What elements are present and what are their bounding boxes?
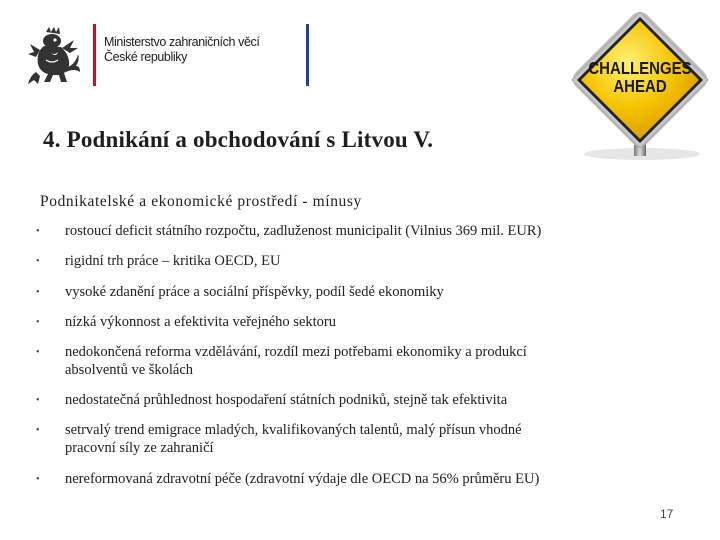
bullet-dot: • [36, 256, 40, 267]
header-blue-divider [306, 24, 309, 86]
ministry-name-line1: Ministerstvo zahraničních věcí [104, 35, 260, 49]
slide-subtitle: Podnikatelské a ekonomické prostředí - mínusy [40, 193, 362, 210]
challenges-ahead-sign-icon [566, 6, 714, 164]
bullet-text: setrvalý trend emigrace mladých, kvalifikovaných talentů, malý přísun vhodné pracovní síly ze zahraničí [65, 422, 522, 456]
page-number: 17 [660, 507, 674, 521]
bullet-text: rostoucí deficit státního rozpočtu, zadluženost municipalit (Vilnius 369 mil. EUR) [65, 223, 542, 239]
bullet-text: nedokončená reforma vzdělávání, rozdíl mezi potřebami ekonomiky a produkcí absolventů ve školách [65, 344, 527, 378]
ministry-name [104, 35, 259, 65]
bullet-dot: • [36, 347, 40, 358]
bullet-dot: • [36, 317, 40, 328]
bullet-dot: • [36, 226, 40, 237]
bullet-dot: • [36, 425, 40, 436]
bullet-text: rigidní trh práce – kritika OECD, EU [65, 253, 281, 269]
bullet-dot: • [36, 287, 40, 298]
bullet-text: vysoké zdanění práce a sociální příspěvky, podíl šedé ekonomiky [65, 284, 444, 300]
bullet-dot: • [36, 474, 40, 485]
slide-title: 4. Podnikání a obchodování s Litvou V. [43, 127, 434, 152]
bullet-text: nízká výkonnost a efektivita veřejného sektoru [65, 314, 336, 330]
sign-line2: AHEAD [613, 77, 667, 97]
sign-line1: CHALLENGES [588, 58, 692, 79]
header-red-divider [93, 24, 96, 86]
bullet-dot: • [36, 395, 40, 406]
ministry-name-line2: České republiky [104, 50, 187, 64]
bullet-text: nereformovaná zdravotní péče (zdravotní výdaje dle OECD na 56% průměru EU) [65, 471, 540, 487]
czech-lion-emblem-icon [26, 26, 82, 88]
bullet-text: nedostatečná průhlednost hospodaření státních podniků, stejně tak efektivita [65, 392, 508, 408]
